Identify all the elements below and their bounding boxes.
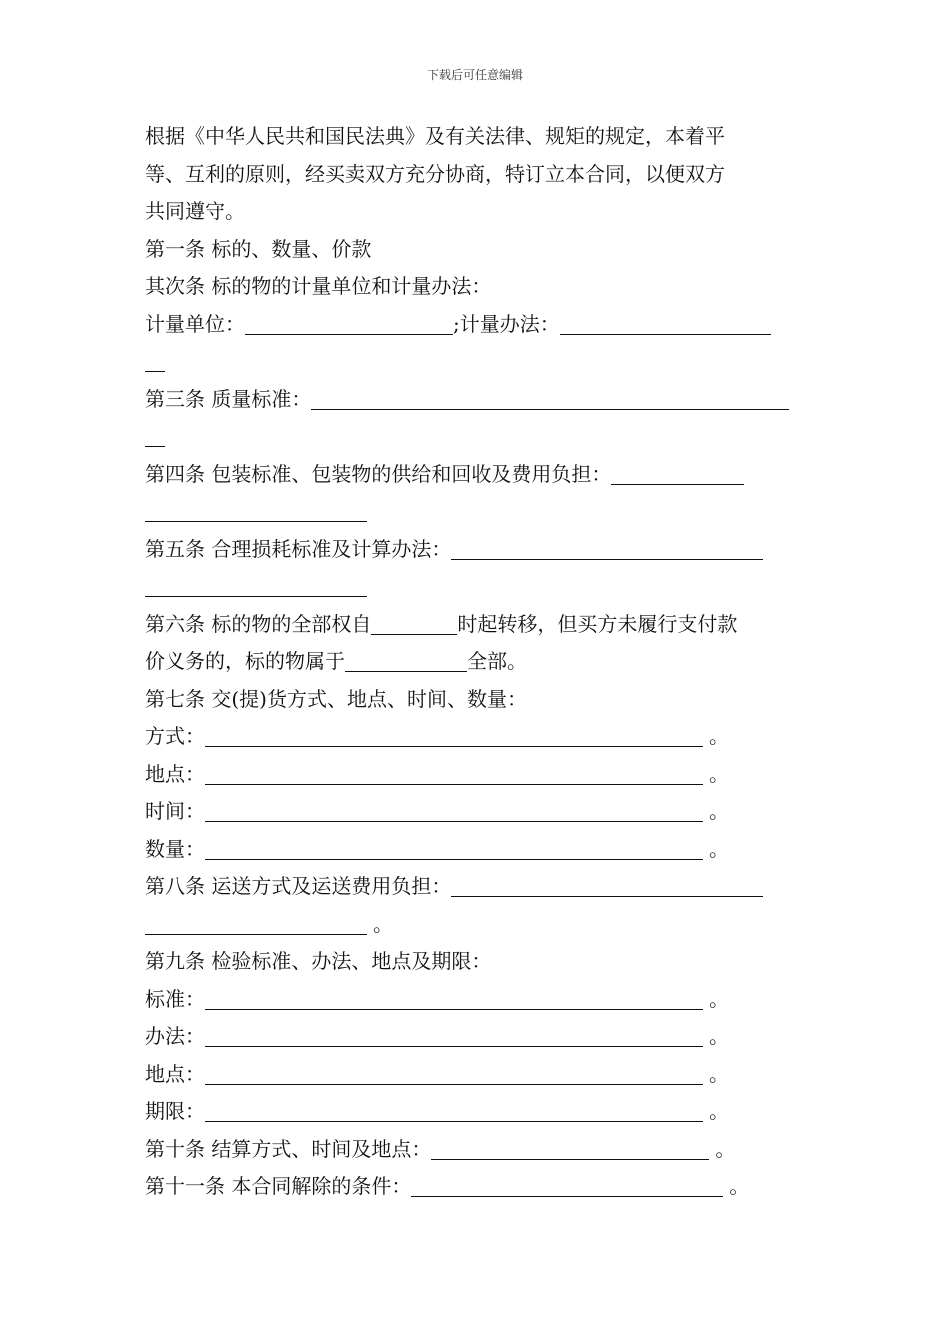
article-2: 其次条 标的物的计量单位和计量办法： [145,274,492,298]
delivery-quantity-label: 数量： [145,836,205,861]
method-blank-cont[interactable] [145,347,165,372]
delivery-time-row [145,793,810,831]
period: 。 [729,1174,750,1198]
packaging-blank[interactable] [611,460,744,485]
period: 。 [373,911,393,936]
article-8 [145,868,810,906]
delivery-quantity-blank[interactable] [205,835,703,860]
intro-line-1: 根据《中华人民共和国民法典》及有关法律、规矩的规定，本着平 [145,124,725,148]
quality-blank[interactable] [311,385,789,410]
transport-blank-cont[interactable] [145,910,367,935]
article-6-text-b: 时起转移，但买方未履行支付款 [457,611,738,636]
delivery-place-blank[interactable] [205,760,703,785]
article-3-label: 第三条 质量标准： [145,386,312,411]
period: 。 [709,1024,729,1048]
delivery-place-row [145,756,810,794]
intro-line-3: 共同遵守。 [145,199,245,223]
method-blank[interactable] [560,310,771,335]
inspection-place-label: 地点： [145,1061,205,1086]
article-11 [145,1168,810,1206]
article-11-label: 第十一条 本合同解除的条件： [145,1174,412,1198]
ownership-party-blank[interactable] [345,647,467,672]
period: 。 [709,799,729,823]
inspection-method-blank[interactable] [205,1022,703,1047]
inspection-method-row [145,1018,810,1056]
article-10-label: 第十条 结算方式、时间及地点： [145,1136,432,1161]
period: 。 [709,761,729,786]
delivery-quantity-row [145,831,810,869]
article-7: 第七条 交(提)货方式、地点、时间、数量： [145,686,527,711]
inspection-method-label: 办法： [145,1024,205,1048]
article-9: 第九条 检验标准、办法、地点及期限： [145,949,492,973]
loss-blank-cont[interactable] [145,572,367,597]
article-6-text-c: 价义务的，标的物属于 [145,649,345,673]
inspection-standard-blank[interactable] [205,985,703,1010]
delivery-time-label: 时间： [145,799,205,823]
article-10 [145,1131,810,1169]
transport-blank[interactable] [451,872,763,897]
termination-blank[interactable] [411,1172,723,1197]
loss-blank[interactable] [451,535,763,560]
article-3 [145,381,810,419]
article-4-label: 第四条 包装标准、包装物的供给和回收及费用负担： [145,461,612,486]
quality-blank-cont[interactable] [145,422,165,447]
intro-line-2: 等、互利的原则，经买卖双方充分协商，特订立本合同，以便双方 [145,161,725,186]
ownership-time-blank[interactable] [371,610,457,635]
period: 。 [709,1099,729,1123]
inspection-standard-label: 标准： [145,986,205,1011]
unit-blank[interactable] [245,310,453,335]
article-8-label: 第八条 运送方式及运送费用负担： [145,874,452,898]
inspection-period-blank[interactable] [205,1097,703,1122]
unit-label: 计量单位： [145,311,245,336]
article-5 [145,531,810,569]
delivery-time-blank[interactable] [205,797,703,822]
article-6-text-d: 全部。 [467,649,527,673]
article-5-label: 第五条 合理损耗标准及计算办法： [145,536,452,561]
period: 。 [715,1136,736,1161]
packaging-blank-cont[interactable] [145,497,367,522]
contract-body [145,118,810,1206]
delivery-method-label: 方式： [145,724,205,748]
inspection-place-blank[interactable] [205,1060,703,1085]
article-6-line-2 [145,643,810,681]
settlement-blank[interactable] [431,1135,709,1160]
period: 。 [709,1061,729,1086]
article-4 [145,456,810,494]
inspection-period-label: 期限： [145,1099,205,1123]
delivery-method-blank[interactable] [205,722,703,747]
page-header: 下载后可任意编辑 [426,68,523,82]
period: 。 [709,986,729,1011]
period: 。 [709,836,729,861]
article-2-fields [145,306,810,344]
delivery-method-row [145,718,810,756]
inspection-standard-row [145,981,810,1019]
period: 。 [709,724,729,748]
inspection-period-row [145,1093,810,1131]
article-1: 第一条 标的、数量、价款 [145,236,372,261]
method-label: ;计量办法： [453,311,560,336]
delivery-place-label: 地点： [145,761,205,786]
article-6-line-1 [145,606,810,644]
article-6-text-a: 第六条 标的物的全部权自 [145,611,372,636]
inspection-place-row [145,1056,810,1094]
